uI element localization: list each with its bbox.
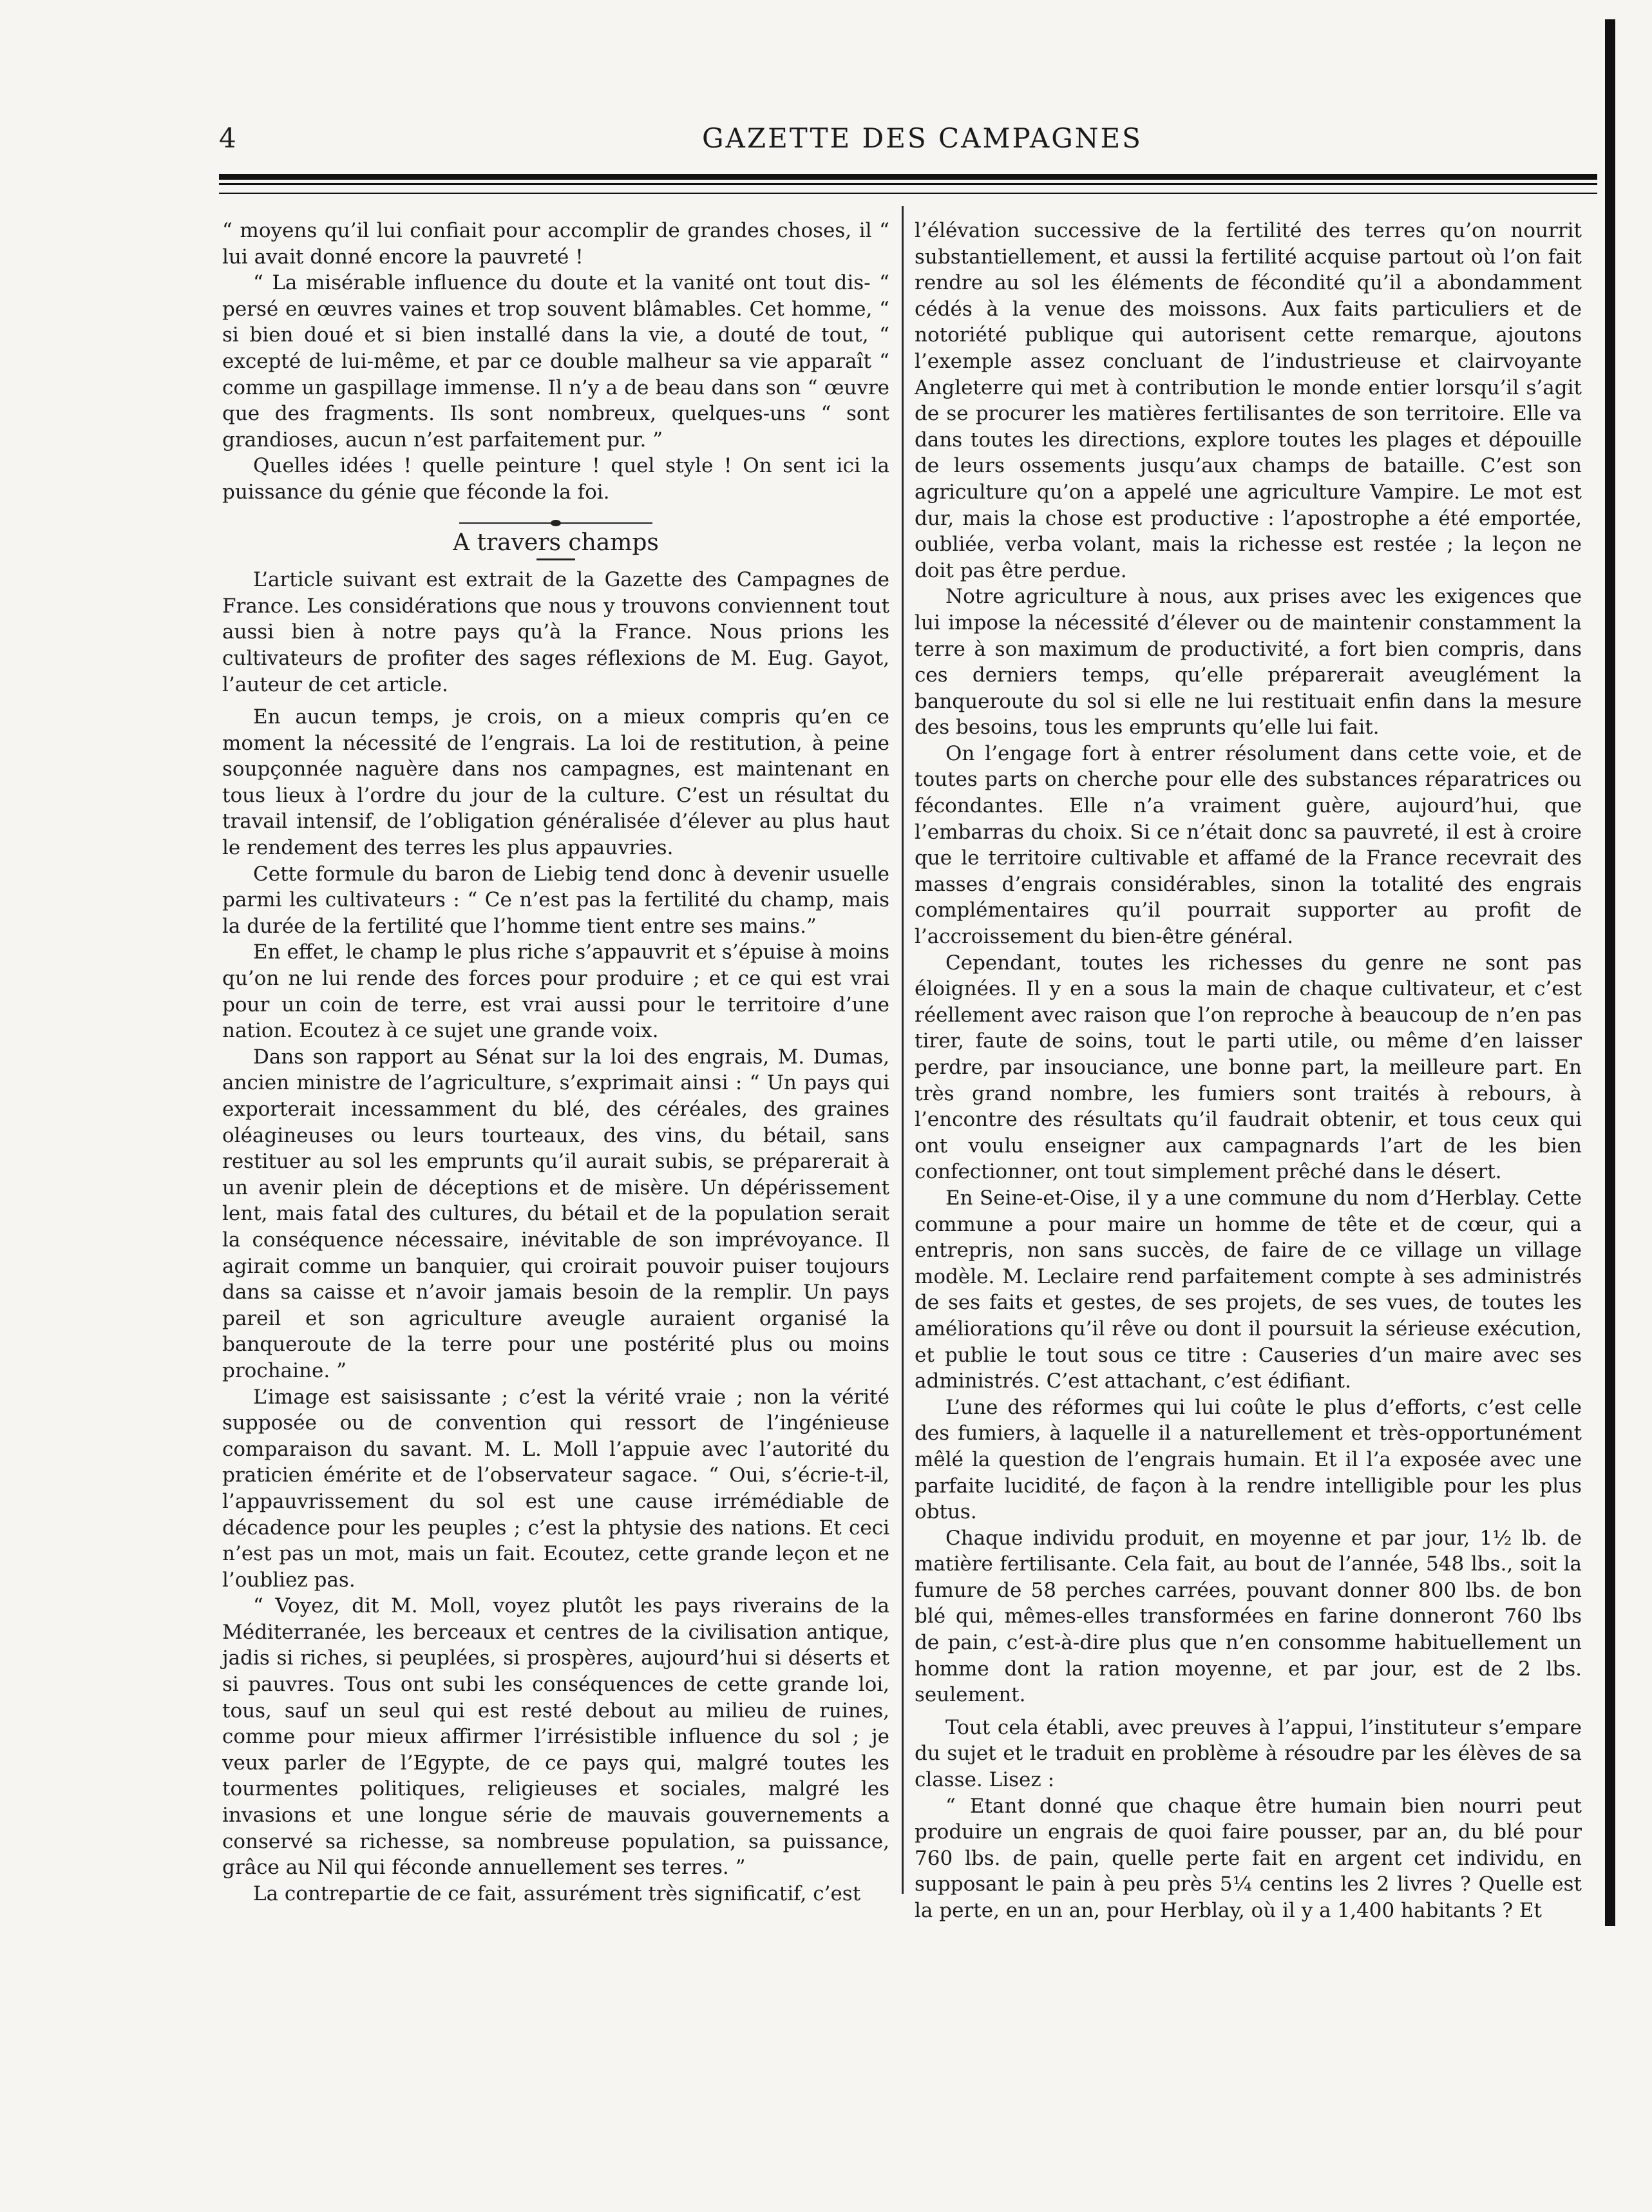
paragraph: Quelles idées ! quelle peinture ! quel style ! On sent ici la puissance du génie que féconde la foi. bbox=[222, 454, 889, 504]
paragraph: Dans son rapport au Sénat sur la loi des engrais, M. Dumas, ancien ministre de l’agriculture, s’exprimait ainsi : “ Un pays qui exporterait incessamment du blé, des céréales, des graines oléagineuses ou leurs tourteaux, des vins, du bétail, sans restituer au sol les emprunts qu’il aurait subis, se préparerait à un avenir plein de déceptions et de misère. Un dépérissement lent, mais fatal des cultures, du bétail et de la population serait la conséquence nécessaire, inévitable de son imprévoyance. Il agirait comme un banquier, qui croirait pouvoir puiser toujours dans sa caisse et n’avoir jamais besoin de la remplir. Un pays pareil et son agriculture aveugle auraient organisé la banqueroute de la terre pour une postérité plus ou moins prochaine. ” bbox=[222, 1045, 889, 1382]
paragraph: En effet, le champ le plus riche s’appauvrit et s’épuise à moins qu’on ne lui rende des forces pour produire ; et ce qui est vrai pour un coin de terre, est vrai aussi pour le territoire d’une nation. Ecoutez à ce sujet une grande voix. bbox=[222, 940, 889, 1043]
paragraph: Cependant, toutes les richesses du genre ne sont pas éloignées. Il y en a sous la main de chaque cultivateur, et c’est réellement avec raison que l’on reproche à beaucoup de n’en pas tirer, faute de soins, tout le parti utile, ou même d’en laisser perdre, par insouciance, une bonne part, la meilleure part. En très grand nombre, les fumiers sont traités à rebours, à l’encontre des résultats qu’il faudrait obtenir, et tous ceux qui ont voulu enseigner aux campagnards l’art de les bien confectionner, ont tout simplement prêché dans le désert. bbox=[915, 951, 1582, 1184]
paragraph: On l’engage fort à entrer résolument dans cette voie, et de toutes parts on cherche pour elle des substances réparatrices ou fécondantes. Elle n’a vraiment guère, aujourd’hui, que l’embarras du choix. Si ce n’était donc sa pauvreté, il est à croire que le territoire cultivable et affamé de la France recevrait des masses d’engrais considérables, sinon la totalité des engrais complémentaires qu’il pourrait supporter au profit de l’accroissement du bien-être général. bbox=[915, 741, 1582, 949]
paragraph: “ La misérable influence du doute et la vanité ont tout dis- “ persé en œuvres vaines et trop souvent blâmables. Cet homme, “ si bien doué et si bien installé dans la vie, a douté de tout, “ excepté de lui-même, et par ce double malheur sa vie apparaît “ comme un gaspillage immense. Il n’y a de beau dans son “ œuvre que des fragments. Ils sont nombreux, quelques-uns “ sont grandioses, aucun n’est parfaitement pur. ” bbox=[222, 271, 889, 452]
left-column bbox=[222, 218, 889, 1907]
header-rule-thin bbox=[219, 183, 1597, 185]
paragraph: Cette formule du baron de Liebig tend donc à devenir usuelle parmi les cultivateurs : “ Ce n’est pas la fertilité du champ, mais la durée de la fertilité que l’homme tient entre ses mains.” bbox=[222, 862, 889, 938]
paragraph: L’article suivant est extrait de la Gazette des Campagnes de France. Les considérations que nous y trouvons conviennent tout aussi bien à notre pays qu’à la France. Nous prions les cultivateurs de profiter des sages réflexions de M. Eug. Gayot, l’auteur de cet article. bbox=[222, 568, 889, 696]
paragraph: Notre agriculture à nous, aux prises avec les exigences que lui impose la nécessité d’élever ou de maintenir constamment la terre à son maximum de productivité, a fort bien compris, dans ces derniers temps, qu’elle préparerait aveuglément la banqueroute du sol si elle ne lui restituait enfin dans la mesure des besoins, tous les emprunts qu’elle lui fait. bbox=[915, 585, 1582, 739]
paragraph: L’une des réformes qui lui coûte le plus d’efforts, c’est celle des fumiers, à laquelle il a naturellement et très-opportunément mêlé la question de l’engrais humain. Et il l’a exposée avec une parfaite lucidité, de façon à la rendre intelligible pour les plus obtus. bbox=[915, 1395, 1582, 1524]
paragraph: La contrepartie de ce fait, assurément très significatif, c’est bbox=[253, 1882, 861, 1905]
header-rule-thick bbox=[219, 174, 1597, 180]
section-title: A travers champs bbox=[453, 529, 659, 556]
page-number: 4 bbox=[219, 122, 238, 154]
paragraph: “ Voyez, dit M. Moll, voyez plutôt les pays riverains de la Méditerranée, les berceaux et centres de la civilisation antique, jadis si riches, si peuplées, si prospères, aujourd’hui si déserts et si pauvres. Tous ont subi les conséquences de cette grande loi, tous, sauf un seul qui est resté debout au milieu de ruines, comme pour mieux affirmer l’irrésistible influence du sol ; je veux parler de l’Egypte, de ce pays qui, malgré toutes les tourmentes politiques, religieuses et sociales, malgré les invasions et une longue série de mauvais gouvernements a conservé sa richesse, sa nombreuse population, sa puissance, grâce au Nil qui féconde annuellement ses terres. ” bbox=[222, 1594, 889, 1880]
paragraph: En Seine-et-Oise, il y a une commune du nom d’Herblay. Cette commune a pour maire un homme de tête et de cœur, qui a entrepris, non sans succès, de faire de ce village un village modèle. M. Leclaire rend parfaitement compte à ses administrés de ses faits et gestes, de ses projets, de ses vues, de toutes les améliorations qu’il rêve ou dont il poursuit la sérieuse exécution, et publie le tout sous ce titre : Causeries d’un maire avec ses administrés. C’est attachant, c’est édifiant. bbox=[915, 1186, 1582, 1393]
paragraph: L’image est saisissante ; c’est la vérité vraie ; non la vérité supposée ou de convention qui ressort de l’ingénieuse comparaison du savant. M. L. Moll l’appuie avec l’autorité du praticien émérite et de l’observateur sagace. “ Oui, s’écrie-t-il, l’appauvrissement du sol est une cause irrémédiable de décadence pour les peuples ; c’est la phtysie des nations. Et ceci n’est pas un mot, mais un fait. Ecoutez, cette grande leçon et ne l’oubliez pas. bbox=[222, 1385, 889, 1592]
paragraph: En aucun temps, je crois, on a mieux compris qu’en ce moment la nécessité de l’engrais. La loi de restitution, à peine soupçonnée naguère dans nos campagnes, est maintenant en tous lieux à l’ordre du jour de la culture. C’est un résultat du travail intensif, de l’obligation généralisée d’élever au plus haut le rendement des terres les plus appauvries. bbox=[222, 705, 889, 860]
paragraph: l’élévation successive de la fertilité des terres qu’on nourrit substantiellement, et aussi la fertilité acquise partout où l’on fait rendre au sol les éléments de fécondité qu’il a abondamment cédés à la venue des moissons. Aux faits particuliers et de notoriété publique qui autorisent cette remarque, ajoutons l’exemple assez concluant de l’industrieuse et clairvoyante Angleterre qui met à contribution le monde entier lorsqu’il s’agit de se procurer les matières fertilisantes de son territoire. Elle va dans toutes les directions, explore toutes les plages et dépouille de leurs ossements jusqu’aux champs de bataille. C’est son agriculture qu’on a appelé une agriculture Vampire. Le mot est dur, mais la chose est productive : l’apostrophe a été emportée, oubliée, verba volant, mais la richesse est restée ; la leçon ne doit pas être perdue. bbox=[915, 219, 1582, 582]
title-dash bbox=[536, 558, 575, 560]
paragraph: Chaque individu produit, en moyenne et par jour, 1½ lb. de matière fertilisante. Cela fait, au bout de l’année, 548 lbs., soit la fumure de 58 perches carrées, pouvant donner 800 lbs. de bon blé qui, mêmes-elles transformées en farine donneront 760 lbs de pain, c’est-à-dire plus que n’en consomme habituellement un homme dont la ration moyenne, et par jour, est de 2 lbs. seulement. bbox=[915, 1526, 1582, 1707]
paragraph: “ Etant donné que chaque être humain bien nourri peut produire un engrais de quoi faire pousser, par an, du blé pour 760 lbs. de pain, quelle perte fait en argent cet individu, en supposant le pain à peu près 5¼ centins les 2 livres ? Quelle est la perte, en un an, pour Herblay, où il y a 1,400 habitants ? Et bbox=[915, 1794, 1582, 1922]
masthead-title: GAZETTE DES CAMPAGNES bbox=[702, 122, 1143, 154]
column-divider bbox=[902, 206, 904, 1894]
section-ornament bbox=[459, 520, 652, 525]
right-column bbox=[915, 218, 1582, 1924]
paragraph: Tout cela établi, avec preuves à l’appui, l’instituteur s’empare du sujet et le traduit en problème à résoudre par les élèves de sa classe. Lisez : bbox=[915, 1715, 1582, 1792]
paragraph: “ moyens qu’il lui confiait pour accomplir de grandes choses, il “ lui avait donné encore la pauvreté ! bbox=[222, 219, 889, 269]
page-header bbox=[219, 122, 1591, 161]
scan-edge-bar bbox=[1605, 19, 1615, 1926]
header-rule-hair bbox=[219, 193, 1597, 194]
